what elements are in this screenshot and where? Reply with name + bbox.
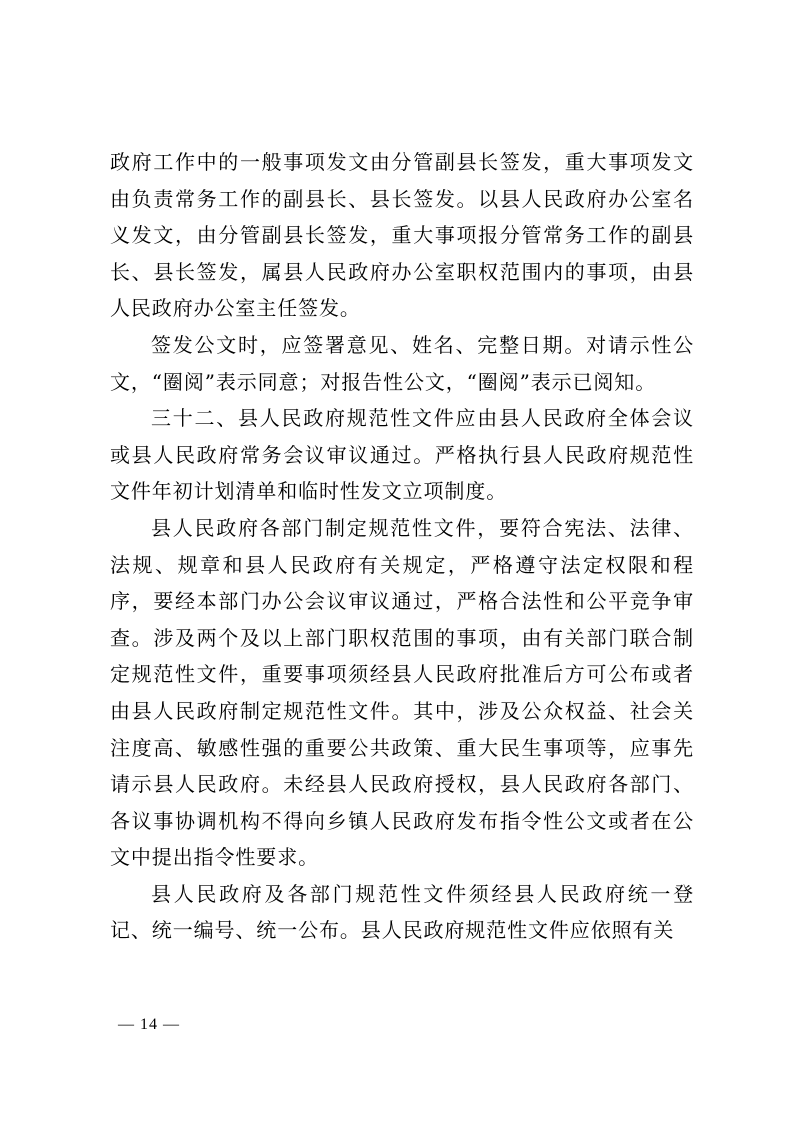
paragraph-signing: 签发公文时，应签署意见、姓名、完整日期。对请示性公文，“圈阅”表示同意；对报告性公文，“圈阅”表示已阅知。 xyxy=(110,332,694,394)
document-body xyxy=(110,144,694,949)
paragraph-registration: 县人民政府及各部门规范性文件须经县人民政府统一登记、统一编号、统一公布。县人民政府规范性文件应依照有关 xyxy=(110,881,694,943)
paragraph-department-rules: 县人民政府各部门制定规范性文件，要符合宪法、法律、法规、规章和县人民政府有关规定，严格遵守法定权限和程序，要经本部门办公会议审议通过，严格合法性和公平竞争审查。涉及两个及以上部门职权范围的事项，由有关部门联合制定规范性文件，重要事项须经县人民政府批准后方可公布或者由县人民政府制定规范性文件。其中，涉及公众权益、社会关注度高、敏感性强的重要公共政策、重大民生事项等，应事先请示县人民政府。未经县人民政府授权，县人民政府各部门、各议事协调机构不得向乡镇人民政府发布指令性公文或者在公文中提出指令性要求。 xyxy=(110,515,694,870)
paragraph-continuation: 政府工作中的一般事项发文由分管副县长签发，重大事项发文由负责常务工作的副县长、县长签发。以县人民政府办公室名义发文，由分管副县长签发，重大事项报分管常务工作的副县长、县长签发，属县人民政府办公室职权范围内的事项，由县人民政府办公室主任签发。 xyxy=(110,150,694,321)
page-number: — 14 — xyxy=(118,1016,180,1033)
paragraph-article-32: 三十二、县人民政府规范性文件应由县人民政府全体会议或县人民政府常务会议审议通过。严格执行县人民政府规范性文件年初计划清单和临时性发文立项制度。 xyxy=(110,406,694,504)
